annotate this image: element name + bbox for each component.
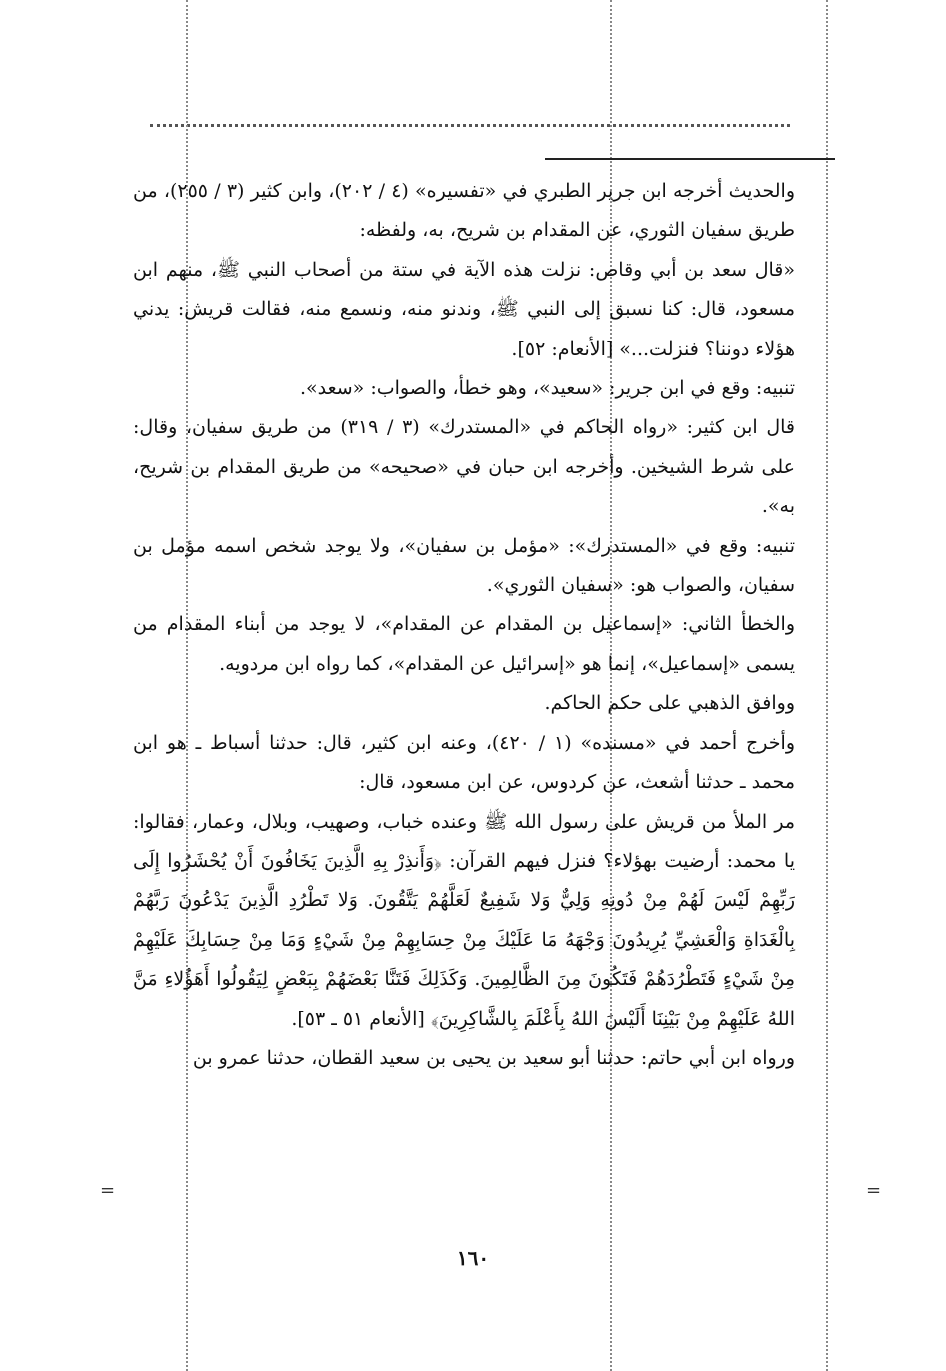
paragraph-saad-quote: «قال سعد بن أبي وقاص: نزلت هذه الآية في ستة من أصحاب النبي ﷺ، منهم ابن مسعود، قال: كنا نسبق إلى النبي ﷺ، وندنو منه، ونسمع منه، فقالت قريش: يدني هؤلاء دوننا؟ فنزلت...» [الأنعام: ٥٢]. — [133, 258, 795, 360]
top-dotted-rule — [150, 124, 790, 141]
continuation-mark-left: = — [100, 1180, 116, 1201]
paragraph-second-error: والخطأ الثاني: «إسماعيل بن المقدام عن المقدام»، لا يوجد من أبناء المقدام من يسمى «إسماعيل»، إنما هو «إسرائيل عن المقدام»، كما رواه ابن مردويه. — [133, 613, 795, 675]
continuation-mark-right: = — [866, 1180, 882, 1201]
paragraph-tabari-citation: والحديث أخرجه ابن جرير الطبري في «تفسيره» (٤ / ٢٠٢)، وابن كثير (٣ / ٢٥٥)، من طريق سفيان الثوري، عن المقدام بن شريح، به، ولفظه: — [133, 180, 796, 242]
paragraph-note-ibn-jarir: تنبيه: وقع في ابن جرير: «سعيد»، وهو خطأ، والصواب: «سعد». — [299, 377, 795, 400]
paragraph-ibn-abi-hatim: ورواه ابن أبي حاتم: حدثنا أبو سعيد بن يحيى بن سعيد القطان، حدثنا عمرو بن — [192, 1046, 795, 1069]
paragraph-dhahabi: ووافق الذهبي على حكم الحاكم. — [544, 692, 795, 715]
paragraph-ibn-kathir: قال ابن كثير: «رواه الحاكم في «المستدرك» (٣ / ٣١٩) من طريق سفيان، وقال: على شرط الشيخين. وأخرجه ابن حبان في «صحيحه» من طريق المقدام بن شريح، به». — [133, 416, 796, 518]
scan-dotted-line-right — [826, 0, 828, 1371]
paragraph-note-mustadrak: تنبيه: وقع في «المستدرك»: «مؤمل بن سفيان»، ولا يوجد شخص اسمه مؤمل بن سفيان، والصواب هو: «سفيان الثوري». — [133, 534, 795, 597]
header-separator-line — [545, 158, 835, 160]
paragraph-ahmad-musnad: وأخرج أحمد في «مسنده» (١ / ٤٢٠)، وعنه ابن كثير، قال: حدثنا أسباط ـ هو ابن محمد ـ حدثنا أشعث، عن كردوس، عن ابن مسعود، قال: — [133, 731, 795, 794]
page-number: ١٦٠ — [456, 1246, 490, 1270]
paragraph-quran-verses: مر الملأ من قريش على رسول الله ﷺ وعنده خباب، وصهيب، وبلال، وعمار، فقالوا: يا محمد: أرضيت بهؤلاء؟ فنزل فيهم القرآن: ﴿وَأَنذِرْ بِهِ الَّذِينَ يَخَافُونَ أَنْ يُحْشَرُوا إِلَى رَبِّهِمْ لَيْسَ لَهُمْ مِنْ دُونِهِ وَلِيٌّ وَلا شَفِيعٌ لَعَلَّهُمْ يَتَّقُونَ. وَلا تَطْرُدِ الَّذِينَ يَدْعُونَ رَبَّهُمْ بِالْغَدَاةِ وَالْعَشِيِّ يُرِيدُونَ وَجْهَهُ مَا عَلَيْكَ مِنْ حِسَابِهِمْ مِنْ شَيْءٍ وَمَا مِنْ حِسَابِكَ عَلَيْهِمْ مِنْ شَيْءٍ فَتَطْرُدَهُمْ فَتَكُونَ مِنَ الظَّالِمِينَ. وَكَذَلِكَ فَتَنَّا بَعْضَهُمْ بِبَعْضٍ لِيَقُولُوا أَهَؤُلاءِ مَنَّ اللهُ عَلَيْهِمْ مِنْ بَيْنِنَا أَلَيْسَ اللهُ بِأَعْلَمَ بِالشَّاكِرِينَ﴾ [الأنعام ٥١ ـ ٥٣]. — [133, 810, 795, 1030]
main-text — [133, 172, 795, 1078]
